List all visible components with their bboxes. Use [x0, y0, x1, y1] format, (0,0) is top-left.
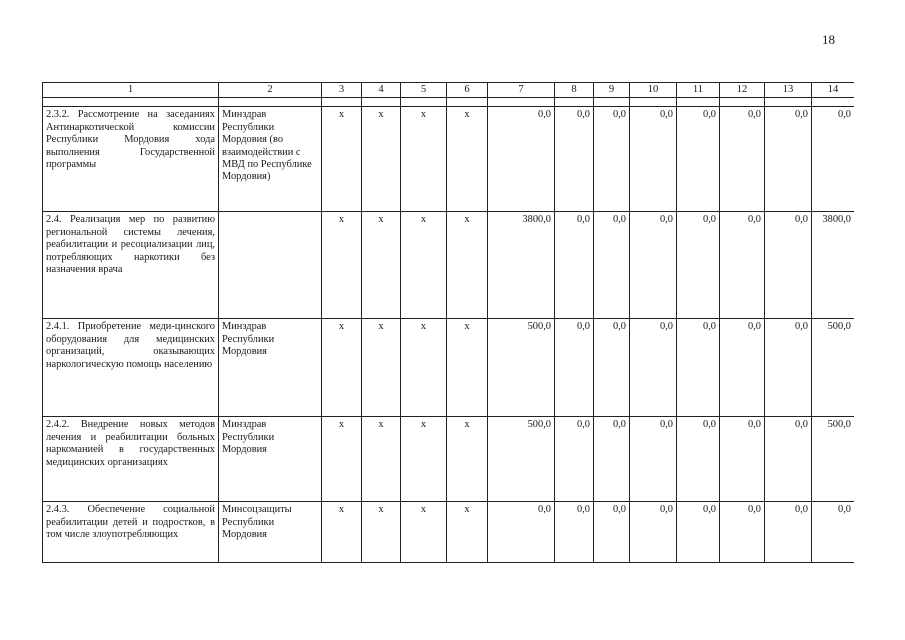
- measure-name-cell: 2.4.1. Приобретение меди-цинского оборудования для медицинских организаций, оказывающих наркологическую помощь населению: [43, 319, 219, 417]
- year-marker-cell: х: [322, 212, 362, 319]
- amount-cell: 0,0: [677, 107, 720, 212]
- year-marker-cell: х: [401, 319, 447, 417]
- column-header: 5: [401, 83, 447, 98]
- year-marker-cell: х: [322, 417, 362, 502]
- amount-cell: 0,0: [812, 502, 855, 563]
- amount-cell: 0,0: [765, 212, 812, 319]
- amount-cell: 0,0: [594, 319, 630, 417]
- amount-cell: 0,0: [720, 319, 765, 417]
- amount-cell: 0,0: [765, 319, 812, 417]
- measure-name-cell: 2.3.2. Рассмотрение на заседаниях Антинаркотической комиссии Республики Мордовия хода выполнения Государственной программы: [43, 107, 219, 212]
- spacer-cell: [447, 98, 488, 107]
- amount-cell: 0,0: [555, 502, 594, 563]
- year-marker-cell: х: [401, 417, 447, 502]
- year-marker-cell: х: [447, 319, 488, 417]
- column-header: 7: [488, 83, 555, 98]
- spacer-cell: [555, 98, 594, 107]
- amount-cell: 0,0: [594, 417, 630, 502]
- amount-cell: 0,0: [555, 417, 594, 502]
- amount-cell: 0,0: [555, 107, 594, 212]
- amount-cell: 0,0: [720, 107, 765, 212]
- year-marker-cell: х: [362, 319, 401, 417]
- amount-cell: 500,0: [812, 319, 855, 417]
- column-header: 1: [43, 83, 219, 98]
- column-header: 9: [594, 83, 630, 98]
- table-row: [43, 319, 855, 417]
- spacer-row: [43, 98, 855, 107]
- year-marker-cell: х: [322, 107, 362, 212]
- spacer-cell: [488, 98, 555, 107]
- amount-cell: 0,0: [594, 502, 630, 563]
- amount-cell: 0,0: [720, 417, 765, 502]
- column-header: 14: [812, 83, 855, 98]
- amount-cell: 500,0: [488, 319, 555, 417]
- year-marker-cell: х: [322, 319, 362, 417]
- column-header: 11: [677, 83, 720, 98]
- amount-cell: 0,0: [677, 319, 720, 417]
- column-header: 6: [447, 83, 488, 98]
- year-marker-cell: х: [362, 107, 401, 212]
- year-marker-cell: х: [447, 212, 488, 319]
- spacer-cell: [219, 98, 322, 107]
- year-marker-cell: х: [322, 502, 362, 563]
- spacer-cell: [812, 98, 855, 107]
- column-header: 3: [322, 83, 362, 98]
- program-table: [42, 82, 854, 563]
- year-marker-cell: х: [362, 502, 401, 563]
- table-row: [43, 107, 855, 212]
- column-header: 8: [555, 83, 594, 98]
- amount-cell: 0,0: [765, 417, 812, 502]
- column-header: 10: [630, 83, 677, 98]
- spacer-cell: [720, 98, 765, 107]
- column-header: 4: [362, 83, 401, 98]
- spacer-cell: [401, 98, 447, 107]
- measure-name-cell: 2.4.3. Обеспечение социальной реабилитации детей и подростков, в том числе злоупотребляющих: [43, 502, 219, 563]
- year-marker-cell: х: [362, 417, 401, 502]
- table-body: [43, 83, 855, 563]
- amount-cell: 0,0: [677, 502, 720, 563]
- amount-cell: 0,0: [630, 212, 677, 319]
- spacer-cell: [630, 98, 677, 107]
- year-marker-cell: х: [401, 502, 447, 563]
- table-row: [43, 502, 855, 563]
- amount-cell: 0,0: [594, 212, 630, 319]
- table-row: [43, 212, 855, 319]
- amount-cell: 3800,0: [812, 212, 855, 319]
- measure-name-cell: 2.4.2. Внедрение новых методов лечения и реабилитации больных наркоманией в государственных медицинских организациях: [43, 417, 219, 502]
- amount-cell: 500,0: [488, 417, 555, 502]
- amount-cell: 500,0: [812, 417, 855, 502]
- amount-cell: 0,0: [765, 502, 812, 563]
- executor-cell: [219, 212, 322, 319]
- amount-cell: 3800,0: [488, 212, 555, 319]
- amount-cell: 0,0: [555, 212, 594, 319]
- year-marker-cell: х: [362, 212, 401, 319]
- table-row: [43, 417, 855, 502]
- amount-cell: 0,0: [488, 107, 555, 212]
- amount-cell: 0,0: [630, 319, 677, 417]
- executor-cell: Минсоцзащиты Республики Мордовия: [219, 502, 322, 563]
- year-marker-cell: х: [447, 502, 488, 563]
- amount-cell: 0,0: [677, 212, 720, 319]
- spacer-cell: [677, 98, 720, 107]
- spacer-cell: [594, 98, 630, 107]
- column-header: 13: [765, 83, 812, 98]
- amount-cell: 0,0: [720, 502, 765, 563]
- amount-cell: 0,0: [630, 417, 677, 502]
- spacer-cell: [765, 98, 812, 107]
- year-marker-cell: х: [447, 107, 488, 212]
- year-marker-cell: х: [401, 212, 447, 319]
- amount-cell: 0,0: [630, 502, 677, 563]
- amount-cell: 0,0: [677, 417, 720, 502]
- header-row: [43, 83, 855, 98]
- program-table-container: [42, 82, 854, 587]
- executor-cell: Минздрав Республики Мордовия (во взаимодействии с МВД по Республике Мордовия): [219, 107, 322, 212]
- amount-cell: 0,0: [488, 502, 555, 563]
- spacer-cell: [322, 98, 362, 107]
- amount-cell: 0,0: [765, 107, 812, 212]
- spacer-cell: [43, 98, 219, 107]
- spacer-cell: [362, 98, 401, 107]
- measure-name-cell: 2.4. Реализация мер по развитию региональной системы лечения, реабилитации и ресоциализации лиц, потребляющих наркотики без назначения врача: [43, 212, 219, 319]
- amount-cell: 0,0: [720, 212, 765, 319]
- amount-cell: 0,0: [555, 319, 594, 417]
- column-header: 2: [219, 83, 322, 98]
- page-number: 18: [822, 32, 835, 47]
- executor-cell: Минздрав Республики Мордовия: [219, 417, 322, 502]
- amount-cell: 0,0: [630, 107, 677, 212]
- column-header: 12: [720, 83, 765, 98]
- year-marker-cell: х: [401, 107, 447, 212]
- amount-cell: 0,0: [812, 107, 855, 212]
- executor-cell: Минздрав Республики Мордовия: [219, 319, 322, 417]
- year-marker-cell: х: [447, 417, 488, 502]
- amount-cell: 0,0: [594, 107, 630, 212]
